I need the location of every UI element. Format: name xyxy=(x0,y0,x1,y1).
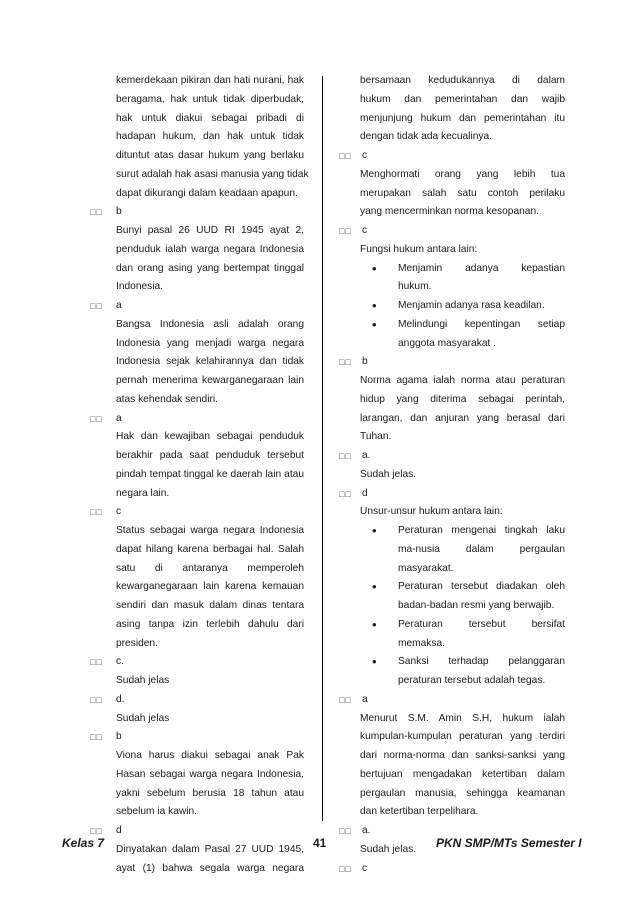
text-line: dan ketertiban terpelihara. xyxy=(360,806,479,818)
answer-key xyxy=(90,728,304,747)
number-marker-icon: □□ xyxy=(90,507,103,518)
text-line: dari norma-norma dan sanksi-sanksi yang xyxy=(360,750,565,761)
answer-key xyxy=(339,147,565,166)
number-marker-icon: □□ xyxy=(339,694,352,705)
text-line: Norma agama ialah norma atau peraturan xyxy=(360,375,565,386)
number-marker-icon: □□ xyxy=(90,413,103,424)
text-line: pernah menerima kewarganegaraan lain xyxy=(116,375,304,386)
page-number: 41 xyxy=(313,836,327,850)
bullet-icon: • xyxy=(372,654,377,670)
text-line: Viona harus diakui sebagai anak Pak xyxy=(116,750,304,761)
bullet-icon: • xyxy=(372,298,377,313)
number-marker-icon: □□ xyxy=(339,226,352,236)
bullet-continuation: peraturan tersebut adalah tegas. xyxy=(398,675,546,686)
right-column xyxy=(339,72,565,878)
answer-key xyxy=(90,653,304,672)
text-line: Unsur-unsur hukum antara lain: xyxy=(360,506,503,518)
text-line: yakni sebelum berusia 18 tahun atau xyxy=(116,787,304,799)
text-line: bersamaan kedudukannya di dalam xyxy=(360,75,565,86)
bullet-text: Menjamin adanya kepastian xyxy=(398,262,565,274)
answer-letter: b xyxy=(362,356,368,368)
text-line: dapat dikurangi dalam keadaan apapun. xyxy=(116,187,298,199)
answer-letter: c xyxy=(116,506,122,518)
text-line: kumpulan-kumpulan peraturan yang terdiri xyxy=(360,731,565,743)
answer-key xyxy=(90,203,304,222)
footer-subject: PKN SMP/MTs Semester I xyxy=(436,836,582,850)
text-line: menjunjung hukum dan pemerintahan itu xyxy=(360,112,565,124)
text-line: pindah tempat tinggal ke daerah lain atau xyxy=(116,468,304,480)
bullet-text: Melindungi kepentingan setiap xyxy=(398,318,565,330)
text-line: Tuhan. xyxy=(360,431,392,443)
bullet-text: Peraturan tersebut bersifat xyxy=(398,618,565,630)
number-marker-icon: □□ xyxy=(90,207,103,218)
text-line: pergaulan manusia, sehingga keamanan xyxy=(360,787,565,799)
bullet-icon: • xyxy=(372,616,377,632)
text-line: Hak dan kewajiban sebagai penduduk xyxy=(116,431,304,443)
text-line: satu di antaranya memperoleh xyxy=(116,562,304,574)
text-line: asing tanpa izin terlebih dahulu dari xyxy=(116,618,304,630)
text-line: kemerdekaan pikiran dan hati nurani, hak xyxy=(116,75,304,86)
text-line: Status sebagai warga negara Indonesia xyxy=(116,525,304,536)
answer-key xyxy=(339,222,565,241)
text-line: bertujuan mengadakan ketertiban dalam xyxy=(360,768,565,780)
text-line: Indonesia sejak kelahirannya dan tidak xyxy=(116,356,304,368)
bullet-item xyxy=(360,616,565,635)
bullet-continuation: anggota masyarakat . xyxy=(398,337,496,349)
answer-letter: c xyxy=(362,225,368,236)
left-column xyxy=(90,72,309,878)
bullet-continuation: badan-badan resmi yang berwajib. xyxy=(398,600,555,611)
answer-letter: a. xyxy=(362,825,371,836)
text-line: berakhir pada saat penduduk tersebut xyxy=(116,450,304,461)
text-line: Fungsi hukum antara lain: xyxy=(360,243,478,255)
text-line: surut adalah hak asasi manusia yang tidak xyxy=(116,168,309,180)
text-line: presiden. xyxy=(116,637,158,649)
text-line: hukum dan pemerintahan dan wajib xyxy=(360,93,565,105)
answer-letter: a xyxy=(362,693,368,705)
bullet-item xyxy=(360,297,565,316)
answer-key xyxy=(339,485,565,504)
bullet-text: Peraturan mengenai tingkah laku xyxy=(398,525,565,536)
number-marker-icon: □□ xyxy=(339,451,352,461)
number-marker-icon: □□ xyxy=(339,151,352,161)
text-line: hadapan hukum, dan hak untuk tidak xyxy=(116,131,304,143)
text-line: larangan, dan anjuran yang berasal dari xyxy=(360,412,565,424)
text-line: Indonesia. xyxy=(116,281,164,293)
answer-letter: b xyxy=(116,206,122,218)
number-marker-icon: □□ xyxy=(90,301,103,311)
number-marker-icon: □□ xyxy=(339,826,352,836)
answer-key xyxy=(339,447,565,466)
bullet-icon: • xyxy=(372,316,377,332)
bullet-text: Sanksi terhadap pelanggaran xyxy=(398,656,565,668)
answer-letter: a xyxy=(116,412,122,424)
text-line: Hasan sebagai warga negara Indonesia, xyxy=(116,768,304,780)
text-line: Bunyi pasal 26 UUD RI 1945 ayat 2, xyxy=(116,225,304,236)
answer-letter: c xyxy=(362,150,368,161)
bullet-item xyxy=(360,316,565,335)
bullet-icon: • xyxy=(372,579,377,595)
bullet-text: Peraturan tersebut diadakan oleh xyxy=(398,581,565,593)
answer-letter: d xyxy=(362,487,368,499)
text-line: Dinyatakan dalam Pasal 27 UUD 1945, xyxy=(116,843,304,855)
answer-key xyxy=(339,860,565,879)
text-line: kewarganegaraan lain karena kemauan xyxy=(116,581,304,593)
text-line: dituntut atas dasar hukum yang berlaku xyxy=(116,150,304,161)
bullet-continuation: memaksa. xyxy=(398,637,445,649)
bullet-item xyxy=(360,653,565,672)
answer-key xyxy=(339,353,565,372)
column-divider xyxy=(322,76,323,821)
number-marker-icon: □□ xyxy=(90,657,103,668)
number-marker-icon: □□ xyxy=(339,488,352,499)
text-line: atas kehendak sendiri. xyxy=(116,393,218,405)
text-line: Indonesia yang menjadi warga negara xyxy=(116,337,304,349)
bullet-item xyxy=(360,522,565,541)
answer-letter: c. xyxy=(116,656,124,668)
answer-key xyxy=(90,297,304,316)
bullet-text: Menjamin adanya rasa keadilan. xyxy=(398,300,545,311)
text-line: sendiri dan masuk dalam dinas tentara xyxy=(116,600,304,611)
bullet-item xyxy=(360,260,565,279)
bullet-icon: • xyxy=(372,523,377,538)
bullet-continuation: hukum. xyxy=(398,281,432,293)
text-line: Sudah jelas xyxy=(116,675,170,686)
text-line: dapat hilang karena berbagai hal. Salah xyxy=(116,543,304,555)
text-line: yang mencerminkan norma kesopanan. xyxy=(360,206,539,218)
text-line: hidup yang diterima sebagai perintah, xyxy=(360,393,565,405)
text-line: beragama, hak untuk tidak diperbudak, xyxy=(116,93,304,105)
text-line: Sudah jelas. xyxy=(360,843,417,855)
bullet-continuation: masyarakat. xyxy=(398,562,454,574)
number-marker-icon: □□ xyxy=(339,863,352,874)
bullet-icon: • xyxy=(372,260,377,276)
answer-key xyxy=(90,410,304,429)
answer-letter: c xyxy=(362,862,368,874)
bullet-item xyxy=(360,578,565,597)
text-line: sebelum ia kawin. xyxy=(116,806,197,818)
number-marker-icon: □□ xyxy=(90,732,103,743)
answer-letter: a. xyxy=(362,450,371,461)
answer-key xyxy=(339,691,565,710)
text-line: Menghormati orang yang lebih tua xyxy=(360,168,565,180)
text-line: ayat (1) bahwa segala warga negara xyxy=(116,862,304,874)
text-line: hak untuk diakui sebagai pribadi di xyxy=(116,112,304,124)
bullet-continuation: ma-nusia dalam pergaulan xyxy=(398,543,565,555)
text-line: Bangsa Indonesia asli adalah orang xyxy=(116,318,304,330)
text-line: dan orang asing yang bertempat tinggal xyxy=(116,262,304,274)
text-line: dengan tidak ada kecualinya. xyxy=(360,131,492,143)
text-line: penduduk ialah warga negara Indonesia xyxy=(116,243,304,255)
answer-letter: b xyxy=(116,731,122,743)
answer-letter: d xyxy=(116,825,122,836)
text-line: Sudah jelas. xyxy=(360,468,417,480)
text-line: negara lain. xyxy=(116,487,170,499)
text-line: merupakan salah satu contoh perilaku xyxy=(360,187,565,199)
number-marker-icon: □□ xyxy=(90,694,103,705)
footer-class: Kelas 7 xyxy=(62,836,105,850)
number-marker-icon: □□ xyxy=(339,357,352,368)
text-line: Sudah jelas xyxy=(116,712,170,724)
answer-letter: d. xyxy=(116,693,125,705)
answer-letter: a xyxy=(116,300,122,311)
answer-key xyxy=(90,822,304,841)
answer-key xyxy=(90,503,304,522)
text-line: Menurut S.M. Amin S.H, hukum ialah xyxy=(360,712,565,724)
number-marker-icon: □□ xyxy=(90,826,103,836)
answer-key xyxy=(90,691,304,710)
